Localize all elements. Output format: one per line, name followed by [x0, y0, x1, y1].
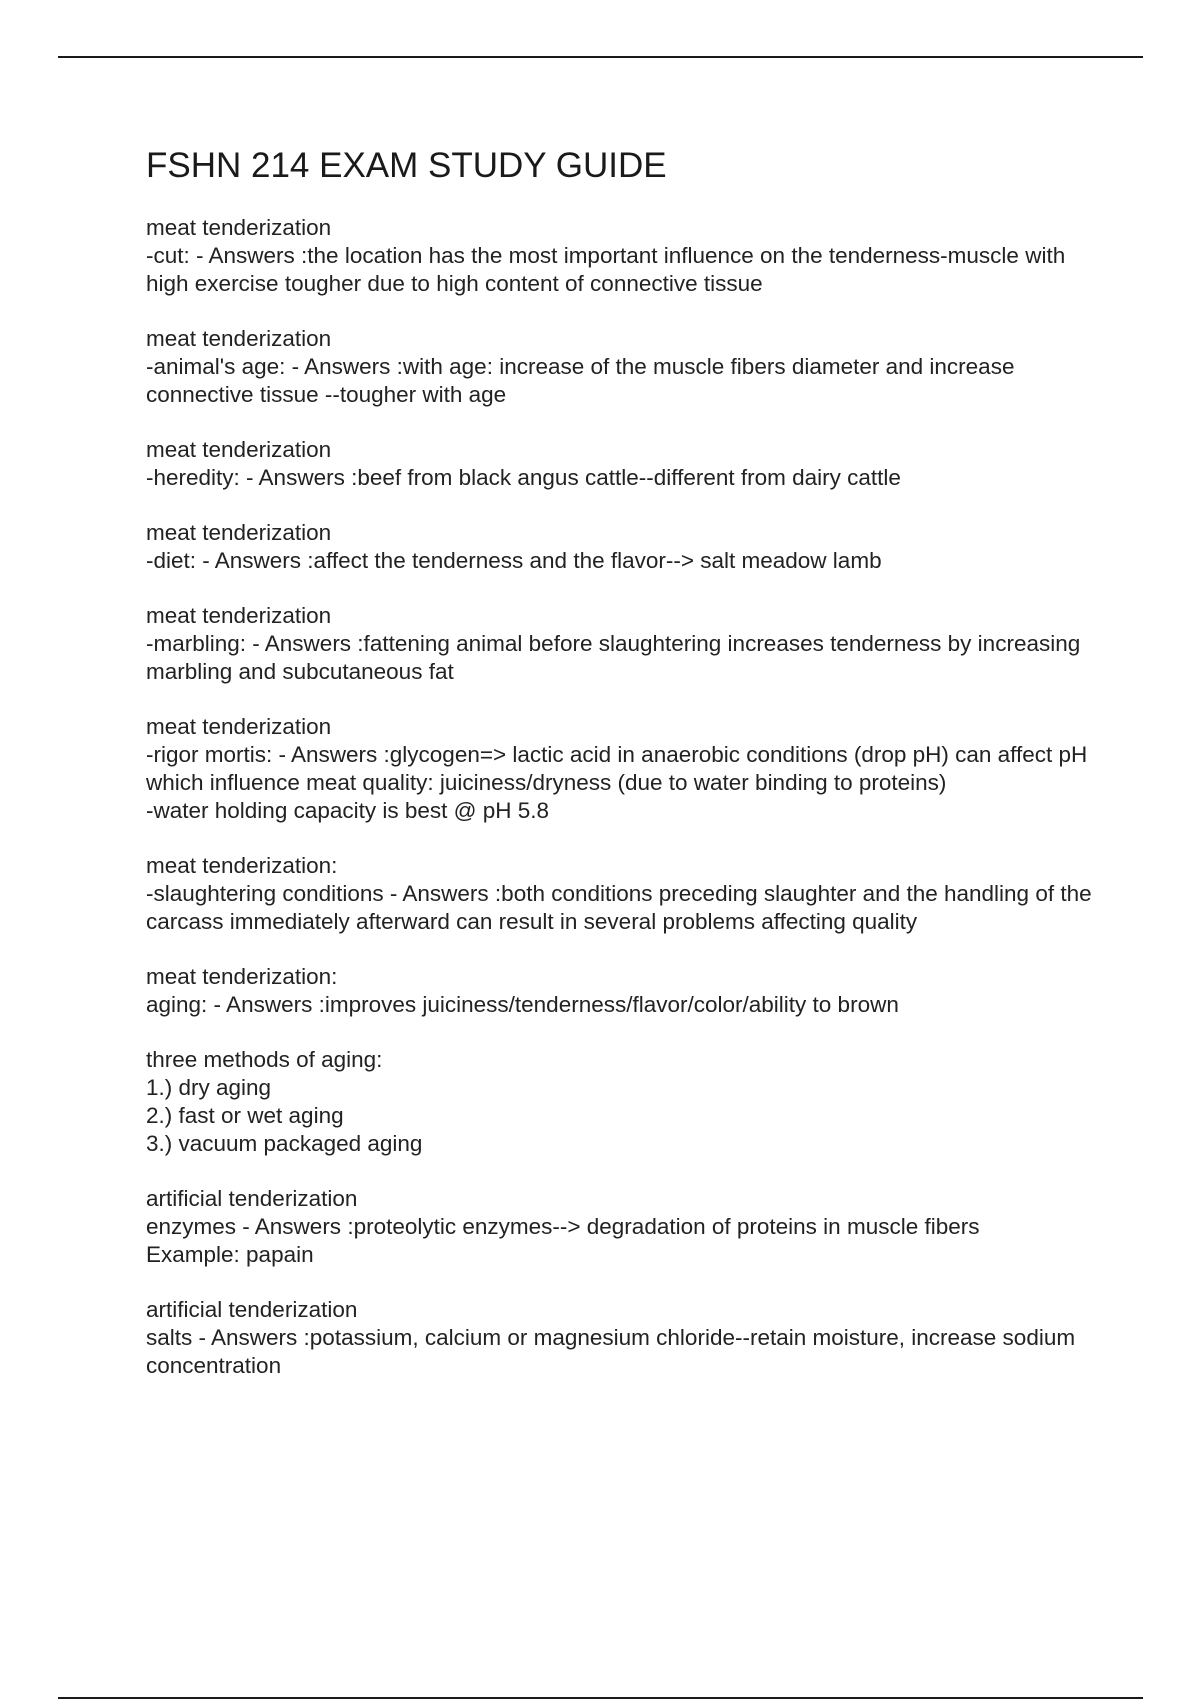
entry-answer: -animal's age: - Answers :with age: increase of the muscle fibers diameter and increase connective tissue --tougher with age	[146, 354, 1021, 407]
entry-answer: -heredity: - Answers :beef from black angus cattle--different from dairy cattle	[146, 465, 901, 490]
list-item: 1.) dry aging	[146, 1075, 272, 1100]
study-entry	[146, 325, 1096, 409]
study-entry	[146, 214, 1096, 298]
entry-answer: -marbling: - Answers :fattening animal before slaughtering increases tenderness by increasing marbling and subcutaneous fat	[146, 631, 1087, 684]
study-entry	[146, 519, 1096, 575]
entry-topic: meat tenderization	[146, 603, 332, 628]
top-rule	[58, 56, 1143, 58]
entry-topic: meat tenderization	[146, 520, 332, 545]
entry-topic: artificial tenderization	[146, 1297, 358, 1322]
entry-topic: meat tenderization	[146, 714, 332, 739]
entry-topic: artificial tenderization	[146, 1186, 358, 1211]
entry-note: -water holding capacity is best @ pH 5.8	[146, 798, 550, 823]
entry-topic: meat tenderization:	[146, 964, 338, 989]
entry-answer: -cut: - Answers :the location has the most important influence on the tenderness-muscle with high exercise tougher due to high content of connective tissue	[146, 243, 1072, 296]
list-item: 3.) vacuum packaged aging	[146, 1131, 423, 1156]
document-body	[146, 145, 1096, 1407]
entry-answer: -diet: - Answers :affect the tenderness and the flavor--> salt meadow lamb	[146, 548, 882, 573]
study-entry	[146, 963, 1096, 1019]
study-entry	[146, 1296, 1096, 1380]
study-entry	[146, 1185, 1096, 1269]
study-entry	[146, 436, 1096, 492]
entry-note: Example: papain	[146, 1242, 314, 1267]
entry-topic: three methods of aging:	[146, 1047, 383, 1072]
entry-answer: enzymes - Answers :proteolytic enzymes--> degradation of proteins in muscle fibers	[146, 1214, 980, 1239]
entry-answer: salts - Answers :potassium, calcium or magnesium chloride--retain moisture, increase sodium concentration	[146, 1325, 1082, 1378]
entry-topic: meat tenderization:	[146, 853, 338, 878]
bottom-rule	[58, 1697, 1143, 1699]
entry-answer: -slaughtering conditions - Answers :both conditions preceding slaughter and the handling of the carcass immediately afterward can result in several problems affecting quality	[146, 881, 1098, 934]
document-title: FSHN 214 EXAM STUDY GUIDE	[146, 146, 667, 185]
entry-topic: meat tenderization	[146, 437, 332, 462]
study-entry	[146, 1046, 1096, 1158]
entry-topic: meat tenderization	[146, 326, 332, 351]
list-item: 2.) fast or wet aging	[146, 1103, 344, 1128]
study-entry	[146, 602, 1096, 686]
study-entry	[146, 852, 1096, 936]
entry-answer: aging: - Answers :improves juiciness/tenderness/flavor/color/ability to brown	[146, 992, 899, 1017]
entry-topic: meat tenderization	[146, 215, 332, 240]
study-entry	[146, 713, 1096, 825]
entry-answer: -rigor mortis: - Answers :glycogen=> lactic acid in anaerobic conditions (drop pH) can affect pH which influence meat quality: juiciness/dryness (due to water binding to proteins)	[146, 742, 1094, 795]
